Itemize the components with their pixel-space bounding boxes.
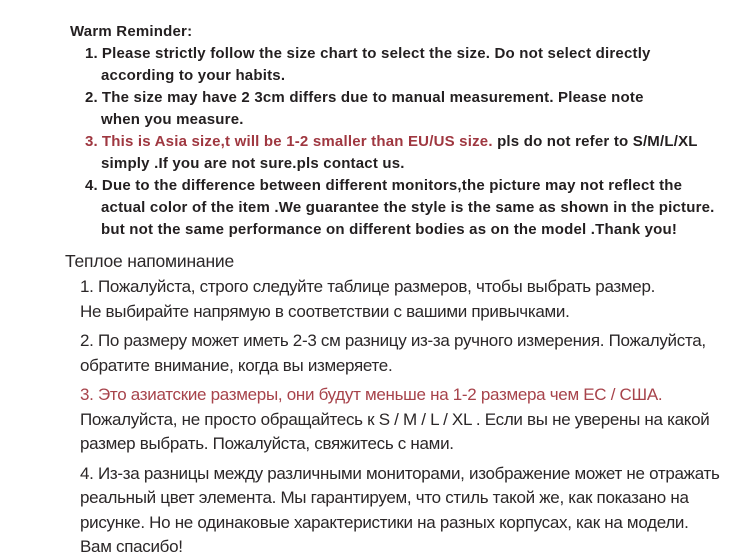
text-segment: simply .If you are not sure.pls contact us. <box>101 155 405 172</box>
text-line <box>80 354 740 379</box>
russian-reminder-item <box>80 275 740 324</box>
english-reminder-item <box>85 43 680 87</box>
text-line <box>85 65 680 87</box>
russian-reminder-item <box>80 462 740 556</box>
russian-reminder-item <box>80 383 740 457</box>
text-line <box>80 432 740 457</box>
text-line <box>80 462 740 487</box>
text-segment: pls do not refer to S/M/L/XL <box>492 133 698 150</box>
text-line <box>80 300 740 325</box>
russian-reminder-list <box>65 275 740 556</box>
text-line <box>85 197 715 219</box>
text-segment: 1. Пожалуйста, строго следуйте таблице размеров, чтобы выбрать размер. <box>80 277 656 296</box>
english-heading: Warm Reminder: <box>70 23 193 40</box>
item-number: 1. <box>85 45 98 62</box>
text-line <box>85 153 680 175</box>
text-segment: Please strictly follow the size chart to select the size. Do not select directly <box>101 45 651 62</box>
text-segment: реальный цвет элемента. Мы гарантируем, что стиль такой же, как показано на <box>80 488 689 507</box>
text-segment: according to your habits. <box>101 67 286 84</box>
text-line <box>85 131 698 153</box>
highlighted-text-segment: This is Asia size,t will be 1-2 smaller than EU/US size. <box>101 133 493 150</box>
item-number: 4. <box>85 177 98 194</box>
english-reminder-list <box>70 43 715 241</box>
text-segment: actual color of the item .We guarantee the style is the same as shown in the picture. <box>101 199 715 216</box>
text-segment: when you measure. <box>101 111 244 128</box>
text-segment: Вам спасибо! <box>80 537 183 556</box>
item-number: 3. <box>85 133 98 150</box>
text-line <box>85 219 680 241</box>
text-line <box>80 486 740 511</box>
item-number: 2. <box>85 89 98 106</box>
russian-heading: Теплое напоминание <box>65 251 235 271</box>
text-segment: Due to the difference between different monitors,the picture may not reflect the <box>101 177 683 194</box>
text-segment: обратите внимание, когда вы измеряете. <box>80 355 393 375</box>
text-segment: 4. Из-за разницы между различными мониторами, изображение может не отражать <box>80 463 720 483</box>
text-line <box>80 383 740 408</box>
russian-reminder-item <box>80 329 740 378</box>
text-segment: Пожалуйста, не просто обращайтесь к S / M / L / XL . Если вы не уверены на какой <box>80 409 710 429</box>
text-line <box>80 329 740 354</box>
text-line <box>85 43 680 65</box>
english-reminder-item <box>85 87 680 131</box>
english-reminder-section <box>70 21 715 241</box>
text-line <box>80 511 740 536</box>
text-line <box>85 109 680 131</box>
text-segment: Не выбирайте напрямую в соответствии с вашими привычками. <box>80 301 570 321</box>
text-segment: The size may have 2 3cm differs due to manual measurement. Please note <box>101 89 644 106</box>
russian-reminder-section <box>65 249 740 556</box>
text-line <box>80 275 740 300</box>
text-line <box>85 175 683 197</box>
text-segment: 2. По размеру может иметь 2-3 см разницу из-за ручного измерения. Пожалуйста, <box>80 331 706 350</box>
text-line <box>80 408 740 433</box>
highlighted-text-segment: 3. Это азиатские размеры, они будут меньше на 1-2 размера чем ЕС / США. <box>80 385 663 404</box>
text-segment: размер выбрать. Пожалуйста, свяжитесь с нами. <box>80 434 454 453</box>
text-segment: but not the same performance on different bodies as on the model .Thank you! <box>101 221 678 238</box>
text-line <box>80 535 740 556</box>
english-reminder-item <box>85 175 715 241</box>
text-line <box>85 87 680 109</box>
text-segment: рисунке. Но не одинаковые характеристики на разных корпусах, как на модели. <box>80 512 689 532</box>
english-reminder-item <box>85 131 698 175</box>
